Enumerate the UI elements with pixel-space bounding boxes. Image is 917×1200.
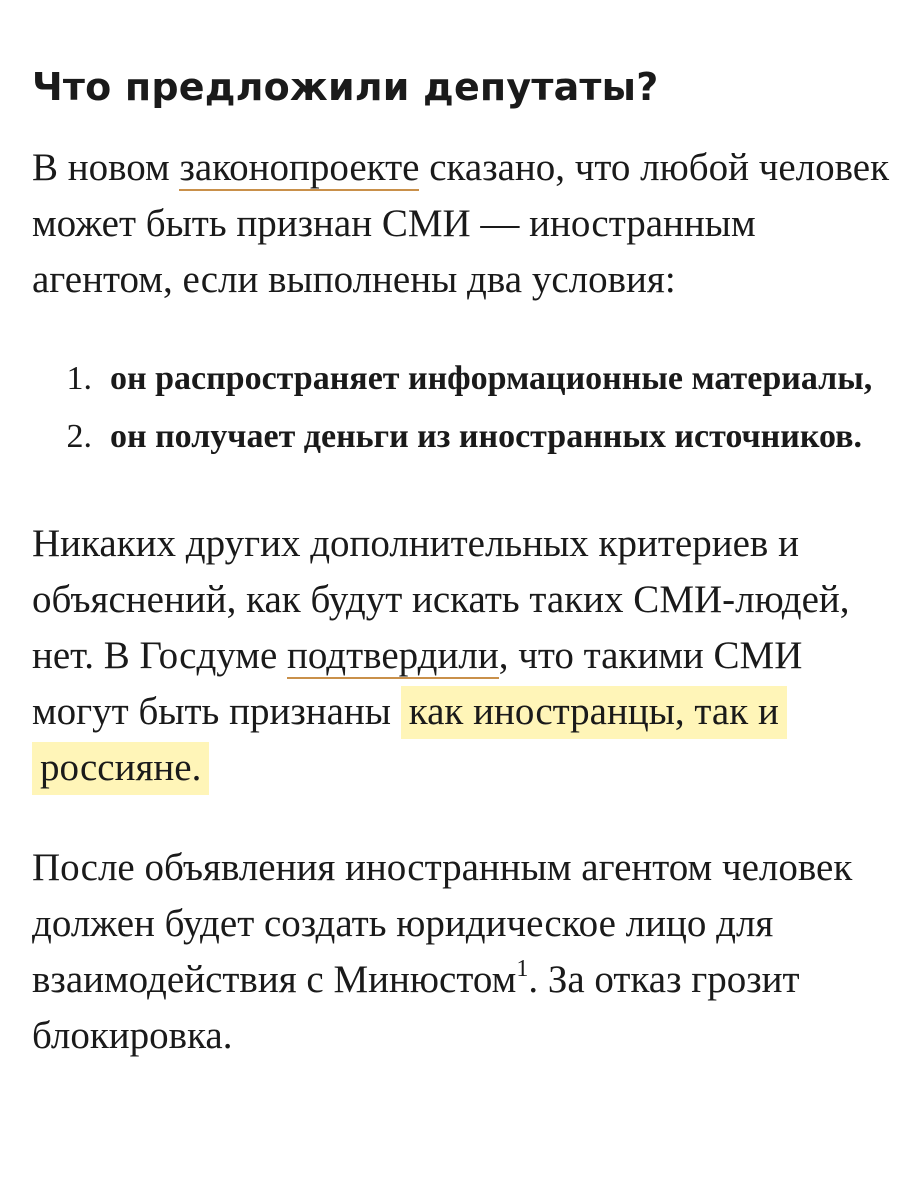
bill-link[interactable]: законопроекте bbox=[179, 146, 420, 189]
paragraph-intro-text-end: сказано, что любой человек может быть признан СМИ — иностранным агентом, если выполнены два условия: bbox=[32, 146, 890, 301]
list-item-text: он распространяет информационные материалы, bbox=[110, 360, 873, 397]
paragraph-consequences bbox=[32, 840, 892, 1064]
conditions-list bbox=[32, 352, 892, 464]
list-item bbox=[32, 410, 892, 464]
list-item-number: 1. bbox=[66, 360, 92, 397]
list-item bbox=[32, 352, 892, 406]
paragraph-criteria bbox=[32, 516, 892, 796]
paragraph-intro bbox=[32, 140, 892, 308]
paragraph-consequences-text-start: После объявления иностранным агентом человек должен будет создать юридическое лицо для взаимодействия с Минюстом bbox=[32, 846, 853, 1001]
footnote-marker[interactable]: 1 bbox=[516, 956, 529, 982]
section-heading: Что предложили депутаты? bbox=[32, 65, 659, 109]
paragraph-criteria-text-middle: , что такими СМИ могут быть признаны bbox=[32, 634, 803, 733]
confirmed-link[interactable]: подтвердили bbox=[287, 634, 499, 677]
list-item-text: он получает деньги из иностранных источников. bbox=[110, 418, 863, 455]
paragraph-criteria-text-start: Никаких других дополнительных критериев и объяснений, как будут искать таких СМИ-людей, нет. В Госдуме bbox=[32, 522, 850, 677]
article-body bbox=[32, 58, 892, 1064]
paragraph-intro-text-start: В новом bbox=[32, 146, 180, 189]
list-item-number: 2. bbox=[66, 418, 92, 455]
highlighted-text: как иностранцы, так и россияне. bbox=[32, 686, 787, 795]
paragraph-consequences-text-end: . За отказ грозит блокировка. bbox=[32, 958, 800, 1057]
